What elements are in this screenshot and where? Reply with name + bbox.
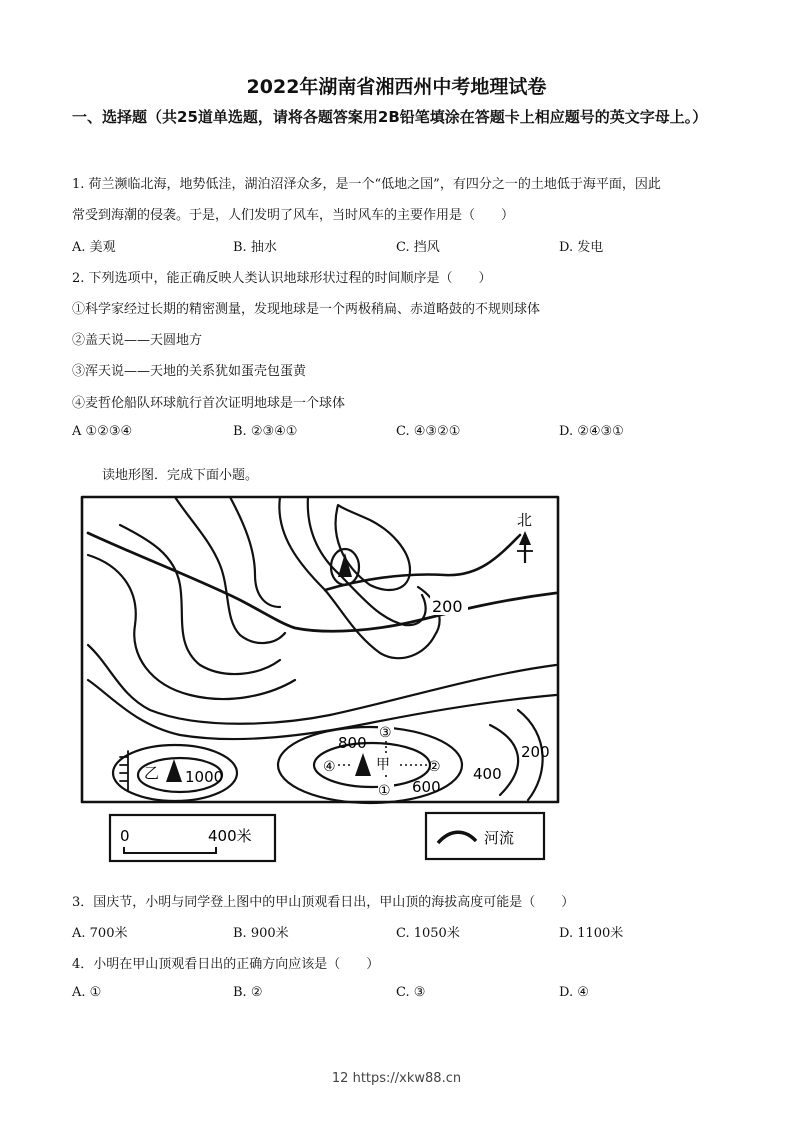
question-1-line-2: 常受到海潮的侵袭。于是，人们发明了风车，当时风车的主要作用是（ ） [72, 208, 515, 223]
question-1-line-1: 1. 荷兰濒临北海，地势低洼，湖泊沼泽众多，是一个“低地之国”，有四分之一的土地低于海平面，因此 [72, 177, 661, 192]
cliff-mark [120, 751, 128, 791]
q1-option-c: C. 挡风 [396, 240, 440, 255]
q1-option-a: A. 美观 [72, 240, 116, 255]
q4-option-a: A. ① [72, 985, 102, 1000]
label-1000: 1000 [185, 768, 224, 786]
contour-south-2 [88, 680, 556, 739]
topographic-map [80, 495, 560, 865]
north-label: 北 [517, 511, 533, 529]
q1-option-d: D. 发电 [559, 240, 604, 255]
q2-item-4: ④麦哲伦船队环球航行首次证明地球是一个球体 [72, 396, 346, 411]
q2-option-d: D. ②④③① [559, 424, 624, 439]
question-3-stem: 3．国庆节，小明与同学登上图中的甲山顶观看日出，甲山顶的海拔高度可能是（ ） [72, 895, 575, 910]
peak-yi-icon [166, 759, 182, 782]
contour-west-4 [230, 497, 280, 607]
scale-bar [124, 847, 216, 853]
scale-zero: 0 [120, 827, 130, 845]
page-footer: 12 https://xkw88.cn [331, 1071, 462, 1086]
question-2-stem: 2. 下列选项中，能正确反映人类认识地球形状过程的时间顺序是（ ） [72, 271, 492, 286]
contour-west-3 [175, 497, 285, 643]
label-direction-3: ③ [379, 725, 392, 741]
q2-option-b: B. ②③④① [233, 424, 298, 439]
q3-option-a: A. 700米 [72, 926, 128, 941]
label-yi: 乙 [144, 764, 160, 782]
north-arrow-icon [519, 531, 531, 545]
section-heading: 一、选择题（共25道单选题，请将各题答案用2B铅笔填涂在答题卡上相应题号的英文字母上。） [72, 108, 708, 126]
q2-item-3: ③浑天说——天地的关系犹如蛋壳包蛋黄 [72, 364, 307, 379]
legend-label: 河流 [484, 829, 515, 847]
label-direction-1: ① [378, 783, 391, 799]
page-title: 2022年湖南省湘西州中考地理试卷 [246, 76, 547, 98]
q3-option-c: C. 1050米 [396, 926, 460, 941]
q3-option-d: D. 1100米 [559, 926, 624, 941]
q2-item-1: ①科学家经过长期的精密测量，发现地球是一个两极稍扁、赤道略鼓的不规则球体 [72, 302, 541, 317]
label-200-top: 200 [432, 597, 463, 616]
label-direction-2: ② [428, 759, 441, 775]
q1-option-b: B. 抽水 [233, 240, 277, 255]
contour-north-3 [336, 505, 410, 590]
label-jia: 甲 [376, 757, 390, 773]
legend-river-icon [438, 832, 476, 843]
map-intro: 读地形图．完成下面小题。 [102, 468, 259, 483]
q2-option-a: A ①②③④ [72, 424, 133, 439]
contour-east-400 [490, 725, 518, 795]
label-800: 800 [338, 734, 367, 752]
q2-item-2: ②盖天说——天圆地方 [72, 333, 203, 348]
label-direction-4: ④ [323, 759, 336, 775]
q4-option-b: B. ② [233, 985, 263, 1000]
label-400: 400 [473, 765, 502, 783]
q2-option-c: C. ④③②① [396, 424, 461, 439]
contour-south-1 [88, 645, 556, 724]
question-4-stem: 4．小明在甲山顶观看日出的正确方向应该是（ ） [72, 957, 380, 972]
q4-option-d: D. ④ [559, 985, 589, 1000]
scale-length: 400米 [208, 827, 252, 845]
q4-option-c: C. ③ [396, 985, 426, 1000]
label-600: 600 [412, 778, 441, 796]
label-200-right: 200 [521, 743, 550, 761]
contour-west-2 [120, 525, 280, 674]
q3-option-b: B. 900米 [233, 926, 289, 941]
peak-jia-icon [355, 753, 371, 776]
